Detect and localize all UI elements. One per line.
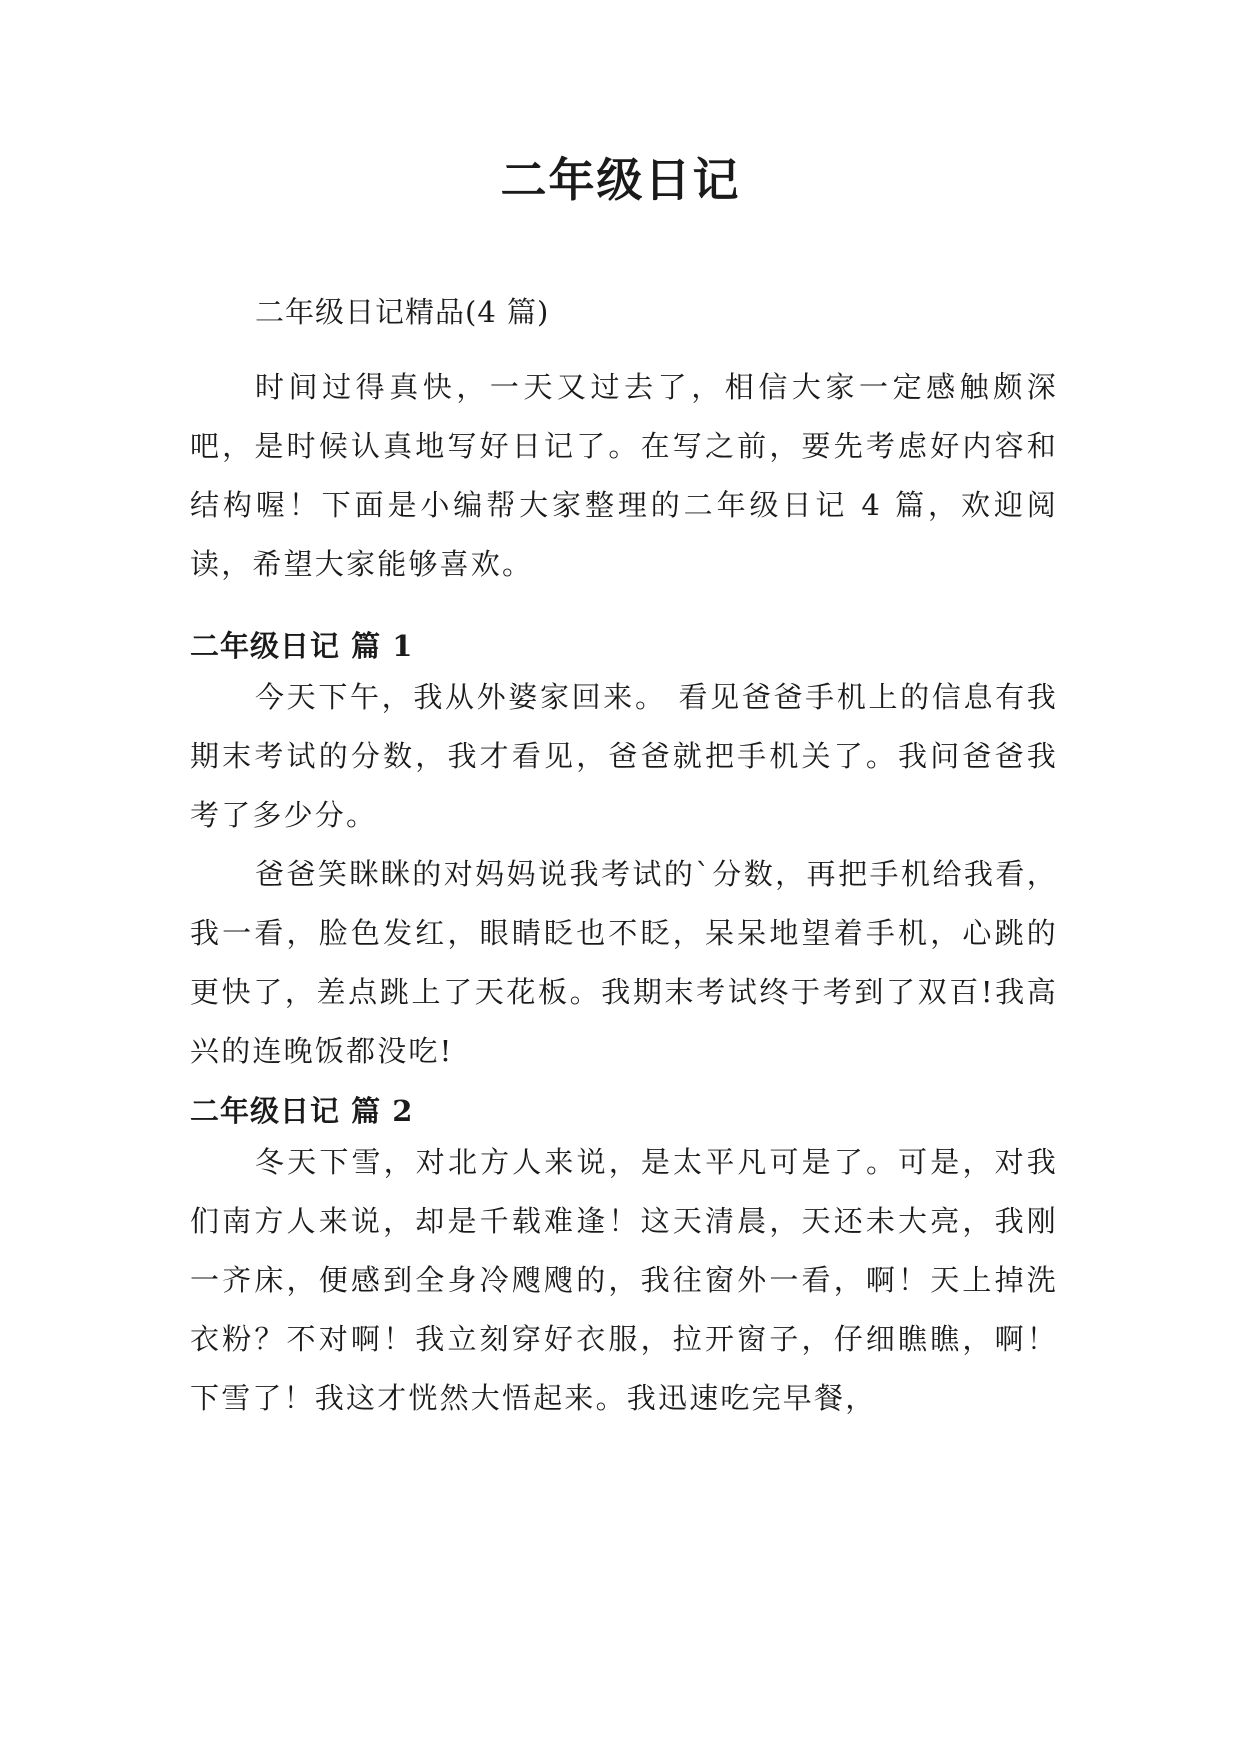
section-1-heading: 二年级日记 篇 1 [190,629,414,663]
section-2-paragraph-1: 冬天下雪，对北方人来说，是太平凡可是了。可是，对我们南方人来说，却是千载难逢！这天清晨，天还未大亮，我刚一齐床，便感到全身冷飕飕的，我往窗外一看，啊！天上掉洗衣粉？不对啊！我立刻穿好衣服，拉开窗子，仔细瞧瞧，啊！下雪了！我这才恍然大悟起来。我迅速吃完早餐， [190,1145,1058,1415]
section-1-paragraph-1: 今天下午，我从外婆家回来。 看见爸爸手机上的信息有我期末考试的分数，我才看见，爸爸就把手机关了。我问爸爸我考了多少分。 [190,680,1058,832]
intro-block [190,358,1058,594]
section-2-heading: 二年级日记 篇 2 [190,1094,414,1128]
document-title: 二年级日记 [500,153,741,207]
section-1-paragraph-2: 爸爸笑眯眯的对妈妈说我考试的`分数，再把手机给我看，我一看，脸色发红，眼睛眨也不眨，呆呆地望着手机，心跳的更快了，差点跳上了天花板。我期末考试终于考到了双百!我高兴的连晚饭都没吃! [190,857,1058,1068]
document-subtitle: 二年级日记精品(4 篇) [255,295,550,329]
section-1-body [190,668,1058,1081]
section-2-body [190,1133,1058,1428]
intro-paragraph: 时间过得真快，一天又过去了，相信大家一定感触颇深吧，是时候认真地写好日记了。在写之前，要先考虑好内容和结构喔！下面是小编帮大家整理的二年级日记 4 篇，欢迎阅读，希望大家能够喜欢。 [190,370,1058,581]
